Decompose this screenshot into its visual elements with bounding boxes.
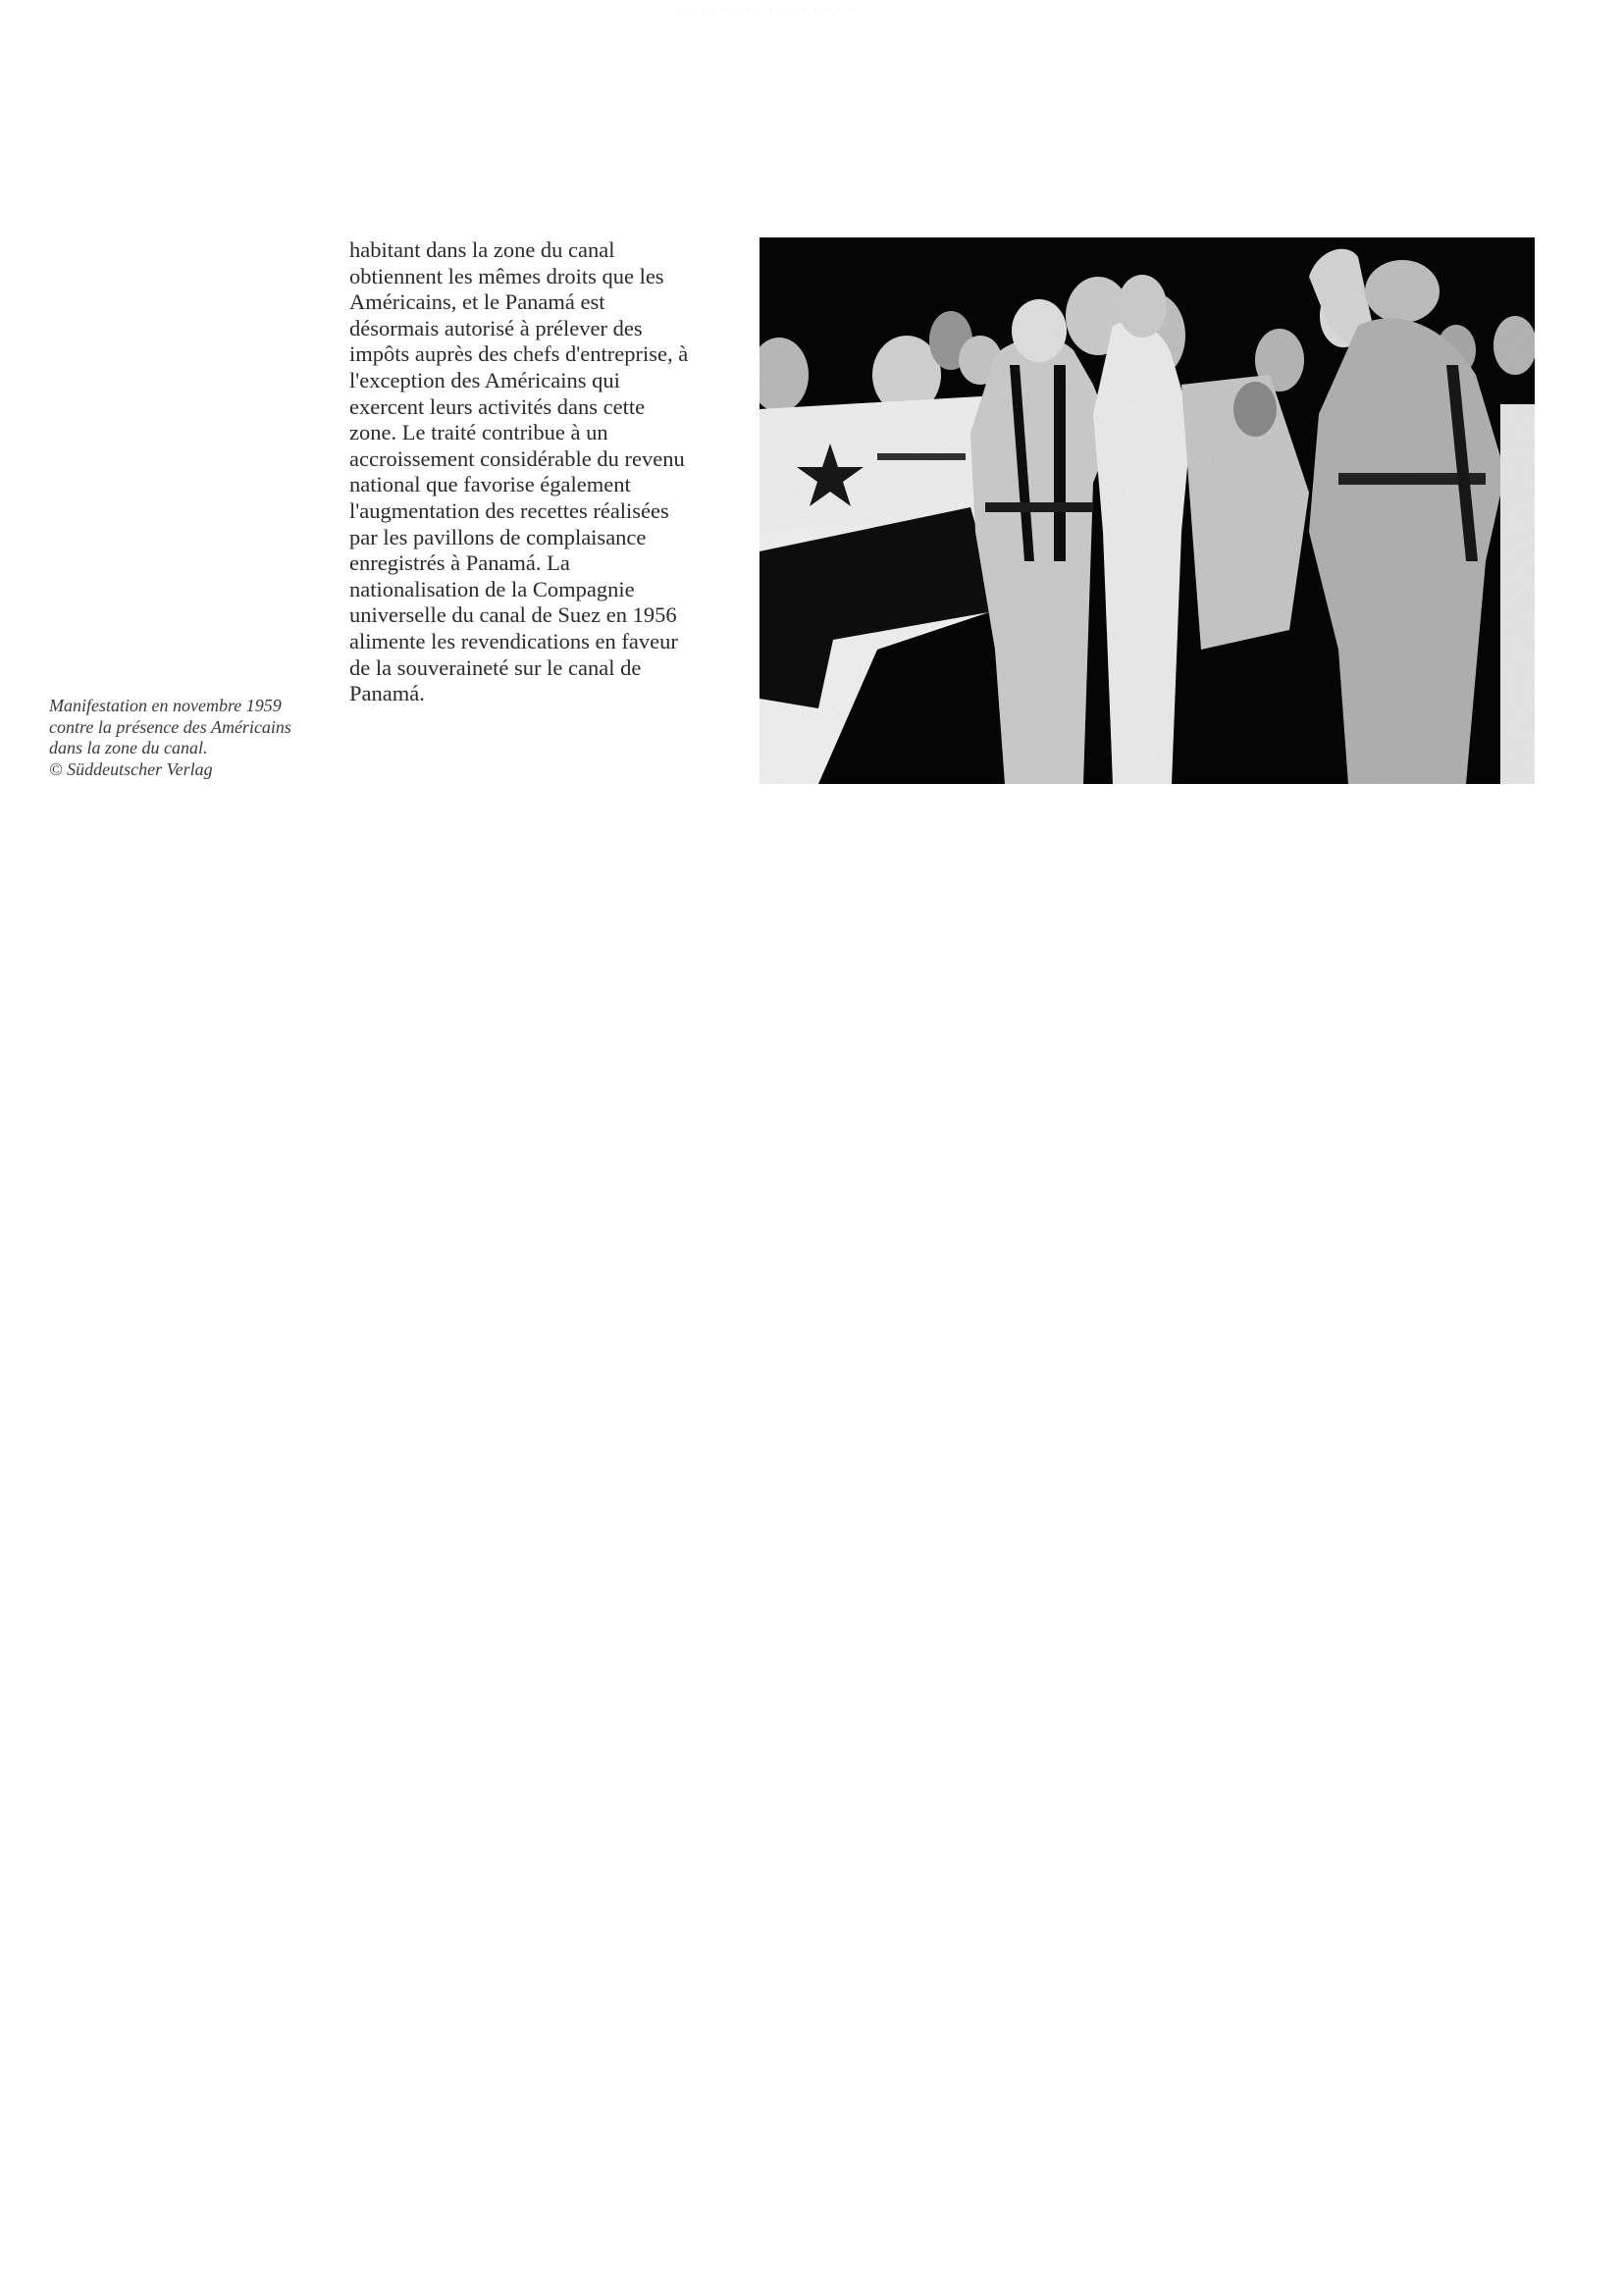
figure-caption (49, 696, 343, 780)
caption-credit: © Süddeutscher Verlag (49, 758, 213, 779)
caption-line: Manifestation en novembre 1959 (49, 696, 282, 715)
text-line: impôts auprès des chefs d'entreprise, à (349, 341, 689, 367)
caption-line: contre la présence des Américains (49, 716, 291, 737)
text-line: obtiennent les mêmes droits que les (349, 263, 664, 288)
text-line: enregistrés à Panamá. La (349, 550, 570, 576)
text-line: de la souveraineté sur le canal de (349, 654, 642, 680)
text-line: accroissement considérable du revenu (349, 445, 685, 471)
text-line: désormais autorisé à prélever des (349, 315, 643, 340)
text-line: habitant dans la zone du canal (349, 237, 615, 262)
text-line: par les pavillons de complaisance (349, 524, 647, 549)
text-line: alimente les revendications en faveur (349, 628, 678, 653)
text-line: nationalisation de la Compagnie (349, 576, 635, 601)
text-line: Américains, et le Panamá est (349, 289, 605, 315)
caption-line: dans la zone du canal. (49, 738, 208, 757)
bleed-through-header: · · · · · · · · · · · · · · · · (677, 2, 855, 16)
article-text-column (349, 237, 722, 707)
text-line: l'augmentation des recettes réalisées (349, 497, 669, 523)
text-line: Panamá. (349, 681, 425, 706)
text-line: l'exception des Américains qui (349, 367, 620, 392)
text-line: national que favorise également (349, 472, 631, 497)
protest-photo (760, 237, 1535, 784)
text-line: exercent leurs activités dans cette (349, 393, 646, 419)
text-line: universelle du canal de Suez en 1956 (349, 602, 677, 628)
photo-illustration (760, 237, 1535, 784)
text-line: zone. Le traité contribue à un (349, 420, 608, 445)
